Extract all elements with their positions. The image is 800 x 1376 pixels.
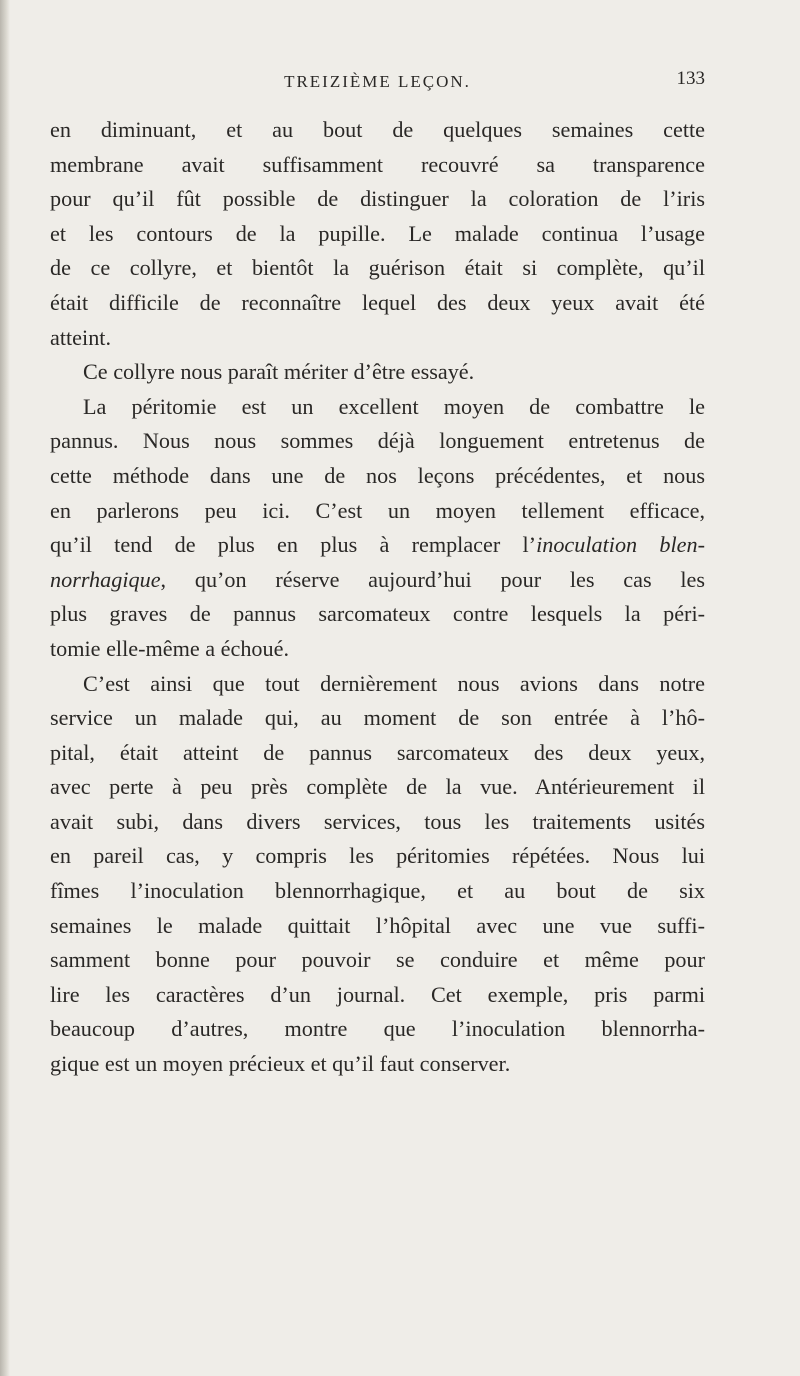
text-line: samment bonne pour pouvoir se conduire et même pour xyxy=(50,947,705,973)
text-line: gique est un moyen précieux et qu’il faut conserver. xyxy=(50,1051,511,1077)
text-line: La péritomie est un excellent moyen de combattre le xyxy=(83,393,705,419)
text-line: avec perte à peu près complète de la vue. Antérieurement il xyxy=(50,774,705,800)
text-line: plus graves de pannus sarcomateux contre lesquels la péri- xyxy=(50,601,705,627)
text-line xyxy=(50,563,705,598)
text-line: semaines le malade quittait l’hôpital avec une vue suffi- xyxy=(50,912,705,938)
page-binding-edge xyxy=(0,0,10,1376)
text-line: cette méthode dans une de nos leçons précédentes, et nous xyxy=(50,462,705,488)
text-line: en pareil cas, y compris les péritomies répétées. Nous lui xyxy=(50,843,705,869)
paragraph-3 xyxy=(50,390,705,667)
text-line: C’est ainsi que tout dernièrement nous avions dans notre xyxy=(83,670,705,696)
text-line: fîmes l’inoculation blennorrhagique, et au bout de six xyxy=(50,878,705,904)
body-text xyxy=(50,113,705,1082)
running-title: TREIZIÈME LEÇON. xyxy=(284,72,471,91)
text-line: tomie elle-même a échoué. xyxy=(50,635,290,661)
text-segment: , qu’on réserve aujourd’hui pour les cas les xyxy=(160,566,705,592)
text-line: de ce collyre, et bientôt la guérison était si complète, qu’il xyxy=(50,255,705,281)
paragraph-1 xyxy=(50,113,705,355)
text-line: et les contours de la pupille. Le malade continua l’usage xyxy=(50,220,705,246)
running-head xyxy=(50,66,705,96)
text-line: pital, était atteint de pannus sarcomateux des deux yeux, xyxy=(50,739,705,765)
text-line: service un malade qui, au moment de son entrée à l’hô- xyxy=(50,705,705,731)
text-line: lire les caractères d’un journal. Cet exemple, pris parmi xyxy=(50,981,705,1007)
text-line: était difficile de reconnaître lequel des deux yeux avait été xyxy=(50,289,705,315)
paragraph-2 xyxy=(50,355,705,390)
text-line: Ce collyre nous paraît mériter d’être essayé. xyxy=(83,359,475,385)
text-line: pour qu’il fût possible de distinguer la coloration de l’iris xyxy=(50,186,705,212)
text-line: en parlerons peu ici. C’est un moyen tellement efficace, xyxy=(50,497,705,523)
text-line: pannus. Nous nous sommes déjà longuement entretenus de xyxy=(50,428,705,454)
italic-term: inoculation blen- xyxy=(536,532,705,558)
italic-term: norrhagique xyxy=(50,566,161,592)
text-line: membrane avait suffisamment recouvré sa transparence xyxy=(50,151,705,177)
paragraph-4 xyxy=(50,667,705,1082)
text-line xyxy=(50,528,705,563)
text-line: beaucoup d’autres, montre que l’inoculation blennorrha- xyxy=(50,1016,705,1042)
page-number: 133 xyxy=(676,68,705,89)
text-line: en diminuant, et au bout de quelques semaines cette xyxy=(50,117,705,142)
text-segment: qu’il tend de plus en plus à remplacer l’ xyxy=(50,532,537,558)
text-line: avait subi, dans divers services, tous les traitements usités xyxy=(50,808,705,834)
text-line: atteint. xyxy=(50,324,111,350)
